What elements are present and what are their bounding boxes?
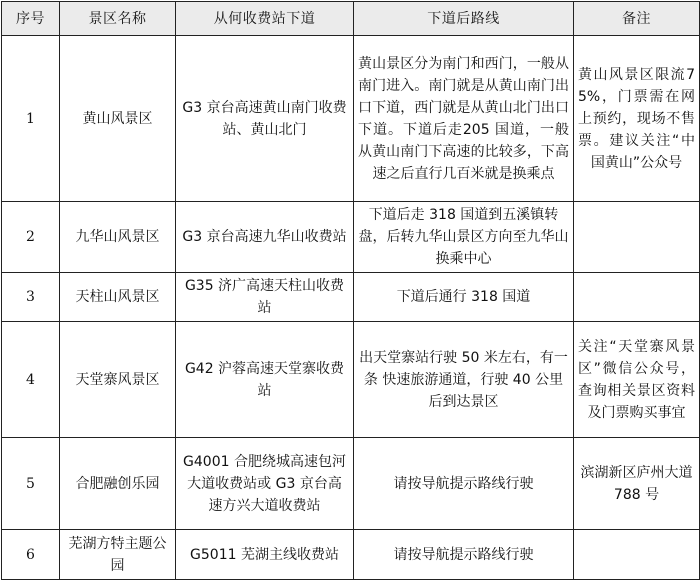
note <box>574 530 700 580</box>
note <box>574 202 700 273</box>
row-index: 5 <box>2 438 60 530</box>
scenic-name: 天堂寨风景区 <box>60 322 176 438</box>
route-description: 请按导航提示路线行驶 <box>354 530 574 580</box>
note: 关注“天堂寨风景区”微信公众号，查询相关景区资料及门票购买事宜 <box>574 322 700 438</box>
header-route: 下道后路线 <box>354 2 574 36</box>
scenic-name: 合肥融创乐园 <box>60 438 176 530</box>
scenic-name: 黄山风景区 <box>60 36 176 202</box>
row-index: 4 <box>2 322 60 438</box>
row-index: 2 <box>2 202 60 273</box>
toll-station: G3 京台高速黄山南门收费站、黄山北门 <box>176 36 354 202</box>
route-description: 黄山景区分为南门和西门，一般从南门进入。南门就是从黄山南门出口下道，西门就是从黄山北门出口下道。下道后走205 国道，一般从黄山南门下高速的比较多，下高速之后直行几百米就是换乘点 <box>354 36 574 202</box>
table-row <box>2 273 700 322</box>
table-row <box>2 202 700 273</box>
route-description: 请按导航提示路线行驶 <box>354 438 574 530</box>
header-note: 备注 <box>574 2 700 36</box>
route-description: 出天堂寨站行驶 50 米左右，有一条 快速旅游通道，行驶 40 公里后到达景区 <box>354 322 574 438</box>
route-description: 下道后走 318 国道到五溪镇转盘，后转九华山景区方向至九华山换乘中心 <box>354 202 574 273</box>
note: 黄山风景区限流75%，门票需在网上预约，现场不售票。建议关注“中国黄山”公众号 <box>574 36 700 202</box>
route-description: 下道后通行 318 国道 <box>354 273 574 322</box>
toll-station: G42 沪蓉高速天堂寨收费站 <box>176 322 354 438</box>
toll-station: G35 济广高速天柱山收费站 <box>176 273 354 322</box>
row-index: 1 <box>2 36 60 202</box>
table-row <box>2 322 700 438</box>
header-index: 序号 <box>2 2 60 36</box>
scenic-name: 芜湖方特主题公园 <box>60 530 176 580</box>
row-index: 6 <box>2 530 60 580</box>
scenic-name: 天柱山风景区 <box>60 273 176 322</box>
toll-station: G5011 芜湖主线收费站 <box>176 530 354 580</box>
table-row <box>2 438 700 530</box>
row-index: 3 <box>2 273 60 322</box>
toll-station: G3 京台高速九华山收费站 <box>176 202 354 273</box>
note: 滨湖新区庐州大道 788 号 <box>574 438 700 530</box>
table-header-row <box>2 2 700 36</box>
table-row <box>2 36 700 202</box>
note <box>574 273 700 322</box>
scenic-area-table <box>1 1 700 580</box>
table-row <box>2 530 700 580</box>
header-scenic-name: 景区名称 <box>60 2 176 36</box>
scenic-name: 九华山风景区 <box>60 202 176 273</box>
toll-station: G4001 合肥绕城高速包河大道收费站或 G3 京台高速方兴大道收费站 <box>176 438 354 530</box>
header-toll-station: 从何收费站下道 <box>176 2 354 36</box>
